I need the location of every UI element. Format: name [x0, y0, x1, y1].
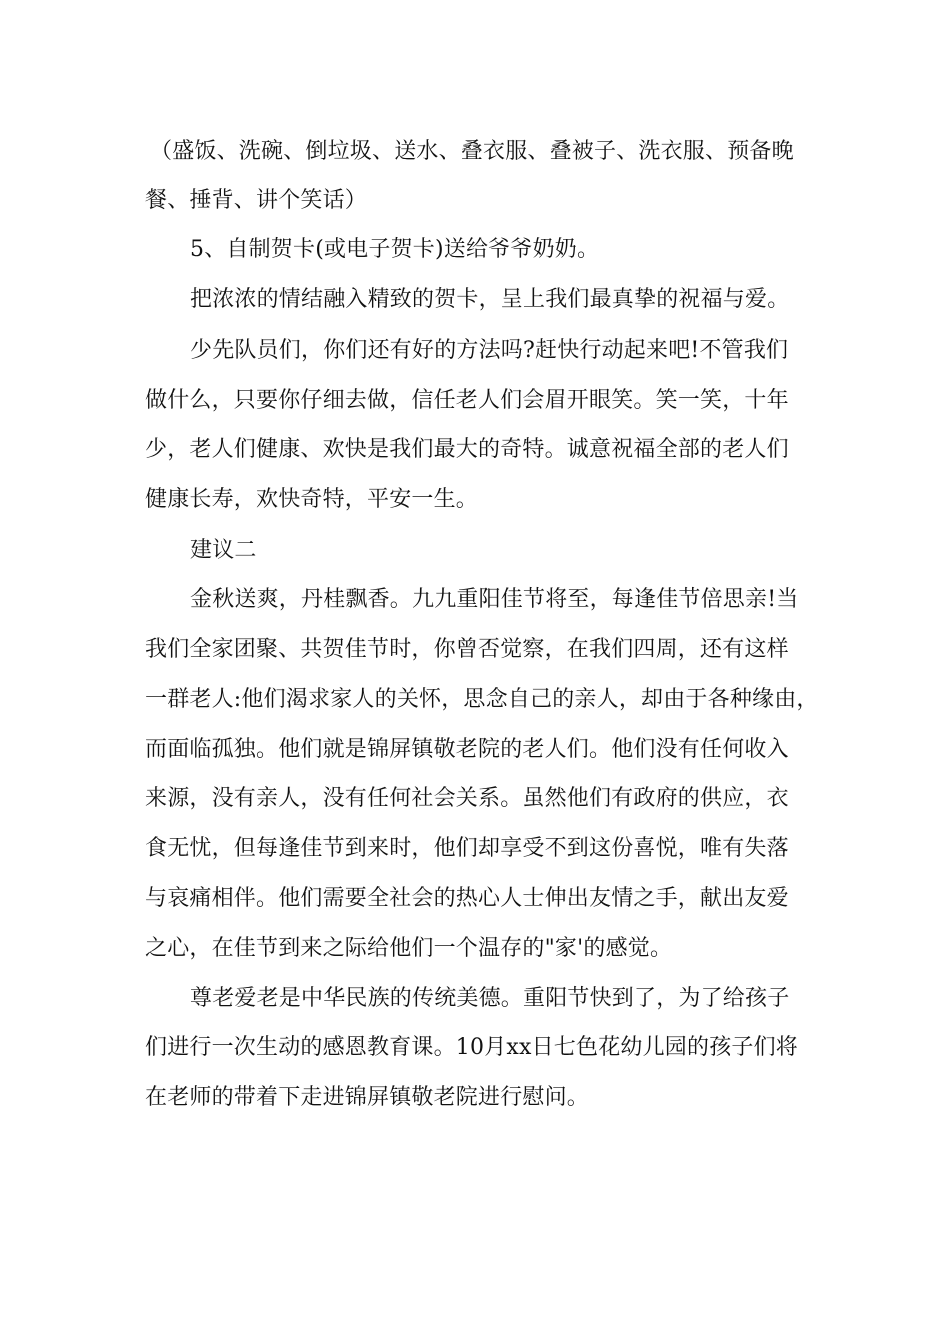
- paragraph-line: 在老师的带着下走进锦屏镇敬老院进行慰问。: [145, 1085, 590, 1110]
- paragraph-line: 少，老人们健康、欢快是我们最大的奇特。诚意祝福全部的老人们: [145, 437, 789, 462]
- section-heading: 建议二: [190, 538, 257, 563]
- paragraph-line: 餐、捶背、讲个笑话）: [145, 188, 368, 213]
- paragraph-line: 来源，没有亲人，没有任何社会关系。虽然他们有政府的供应，衣: [145, 786, 789, 811]
- paragraph-line: 尊老爱老是中华民族的传统美德。重阳节快到了，为了给孩子: [190, 986, 790, 1011]
- paragraph-line: 做什么，只要你仔细去做，信任老人们会眉开眼笑。笑一笑，十年: [145, 388, 789, 413]
- paragraph-line: 5、自制贺卡(或电子贺卡)送给爷爷奶奶。: [190, 237, 600, 262]
- paragraph-line: （盛饭、洗碗、倒垃圾、送水、叠衣服、叠被子、洗衣服、预备晚: [150, 139, 794, 164]
- paragraph-line: 与哀痛相伴。他们需要全社会的热心人士伸出友情之手，献出友爱: [145, 886, 789, 911]
- paragraph-line: 之心，在佳节到来之际给他们一个温存的"家'的感觉。: [145, 936, 673, 961]
- paragraph-line: 把浓浓的情结融入精致的贺卡，呈上我们最真挚的祝福与爱。: [190, 287, 790, 312]
- paragraph-line: 一群老人:他们渴求家人的关怀，思念自己的亲人，却由于各种缘由，: [145, 687, 819, 712]
- paragraph-line: 健康长寿，欢快奇特，平安一生。: [145, 487, 479, 512]
- paragraph-line: 我们全家团聚、共贺佳节时，你曾否觉察，在我们四周，还有这样: [145, 637, 789, 662]
- paragraph-line: 少先队员们，你们还有好的方法吗?赶快行动起来吧!不管我们: [190, 338, 789, 363]
- paragraph-line: 金秋送爽，丹桂飘香。九九重阳佳节将至，每逢佳节倍思亲!当: [190, 587, 799, 612]
- paragraph-line: 而面临孤独。他们就是锦屏镇敬老院的老人们。他们没有任何收入: [145, 737, 789, 762]
- paragraph-line: 们进行一次生动的感恩教育课。10月xx日七色花幼儿园的孩子们将: [145, 1035, 799, 1060]
- paragraph-line: 食无忧，但每逢佳节到来时，他们却享受不到这份喜悦，唯有失落: [145, 836, 789, 861]
